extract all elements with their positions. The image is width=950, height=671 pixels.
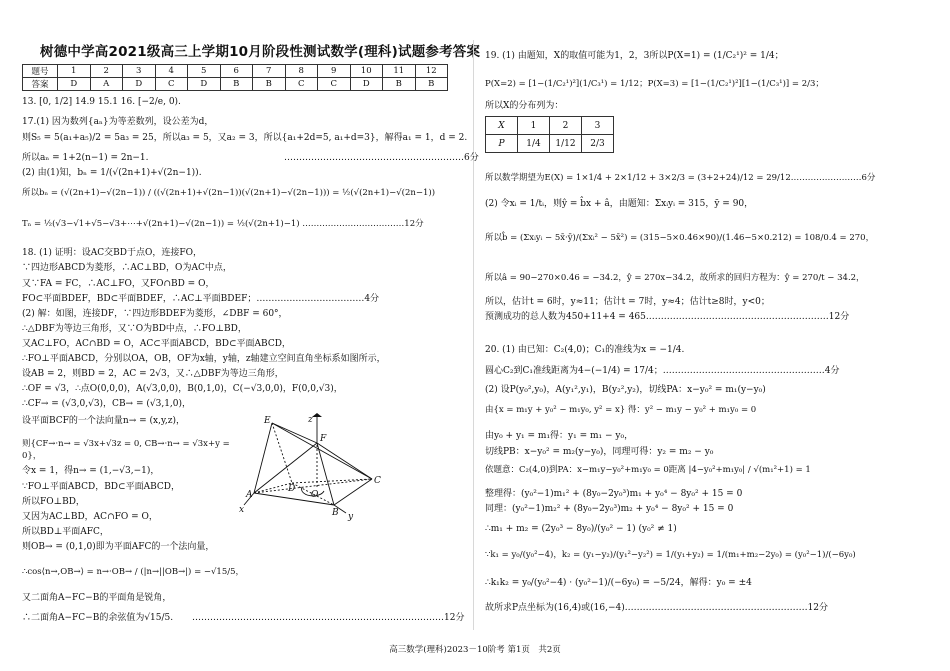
answer-key-answer: B — [383, 78, 416, 91]
answer-key-answer: D — [58, 78, 91, 91]
ed-segment — [272, 423, 292, 483]
solution-line: 所以bₙ = (√(2n+1)−√(2n−1)) / ((√(2n+1)+√(2n−1))(√(2n+1)−√(2n−1))) = ½(√(2n+1)−√(2n−1)) — [22, 188, 436, 198]
distribution-x-value: 1 — [518, 117, 550, 135]
solution-line: ∵四边形ABCD为菱形，∴AC⊥BD，O为AC中点， — [22, 263, 232, 273]
solution-line: (2) 令xᵢ = 1/tᵢ，则ŷ = b̂x + â，由题知：Σxᵢyᵢ = 315，ȳ = 90， — [485, 199, 754, 209]
answer-key-number: 3 — [123, 65, 156, 78]
solution-line: 又二面角A−FC−B的平面角是锐角， — [22, 593, 172, 603]
solution-line: 则{CF→·n→ = √3x+√3z = 0, CB→·n→ = √3x+y = 0}， — [22, 439, 230, 461]
ea-segment — [254, 423, 272, 493]
solution-line: ∵FO⊥平面ABCD，BD⊂平面ABCD， — [22, 482, 180, 492]
answer-key-answer: B — [220, 78, 253, 91]
solution-line: ∵k₁ = y₀/(y₀²−4)，k₂ = (y₁−y₂)/(y₁²−y₂²) = 1/(y₁+y₂) = 1/(m₁+m₂−2y₀) = (y₀²−1)/(−6y₀) — [485, 550, 856, 560]
solution-line: 切线PB：x−y₀² = m₂(y−y₀)，同理可得：y₂ = m₂ − y₀ — [485, 447, 714, 457]
label-f: F — [320, 434, 327, 444]
column-divider — [473, 40, 474, 630]
solution-line: ∴二面角A−FC−B的余弦值为√15/5. — [22, 613, 174, 623]
z-axis-arrow — [312, 413, 322, 417]
distribution-p-value: 1/4 — [518, 135, 550, 153]
solution-line: 所以b̂ = (Σxᵢyᵢ − 5x̄·ȳ)/(Σxᵢ² − 5x̄²) = (315−5×0.46×90)/(1.46−5×0.212) = 108/0.4 = 270， — [485, 233, 875, 243]
answer-key-number: 7 — [253, 65, 286, 78]
answer-key-answer: B — [253, 78, 286, 91]
solution-line: 19. (1) 由题知，X的取值可能为1，2，3所以P(X=1) = (1/C₂¹)² = 1/4； — [485, 51, 784, 61]
solution-line: ∴m₁ + m₂ = (2y₀³ − 8y₀)/(y₀² − 1) (y₀² ≠ 1) — [485, 524, 677, 534]
answer-key-table — [22, 64, 448, 91]
solution-line: ∴△DBF为等边三角形，又∵O为BD中点，∴FO⊥BD， — [22, 324, 247, 334]
answer-key-answer-row — [23, 78, 448, 91]
solution-line: 设AB = 2，则BD = 2，AC = 2√3，又∴△DBF为等边三角形， — [22, 369, 284, 379]
answer-key-answer: C — [155, 78, 188, 91]
solution-line: ∴OF = √3，∴点O(0,0,0)，A(√3,0,0)，B(0,1,0)，C(−√3,0,0)，F(0,0,√3)， — [22, 384, 343, 394]
solution-line: 圆心C₂到C₁准线距离为4−(−1/4) = 17/4；………………………………………………4分 — [485, 366, 840, 376]
answer-key-number-row — [23, 65, 448, 78]
solution-line: 又AC⊥FO，AC∩BD = O，AC⊂平面ABCD，BD⊂平面ABCD， — [22, 339, 291, 349]
label-z: z — [308, 415, 313, 425]
answer-key-number: 4 — [155, 65, 188, 78]
page-footer: 高三数学(理科)2023－10阶考 第1页 共2页 — [389, 645, 561, 655]
solution-line: 由y₀ + y₁ = m₁得：y₁ = m₁ − y₀， — [485, 431, 634, 441]
page-title: 树德中学高2021级高三上学期10月阶段性测试数学(理科)试题参考答案 — [40, 44, 481, 60]
answer-key-answer: D — [188, 78, 221, 91]
fa-segment — [254, 443, 317, 493]
answer-key-answer: A — [90, 78, 123, 91]
solution-line: P(X=2) = [1−(1/C₂¹)²](1/C₃¹) = 1/12；P(X=3) = [1−(1/C₂¹)²][1−(1/C₃¹)] = 2/3； — [485, 79, 824, 89]
label-y: y — [348, 512, 354, 522]
solution-line: 则S₅ = 5(a₁+a₅)/2 = 5a₃ = 25，所以a₃ = 5，又a₂ = 3，所以{a₁+2d=5, a₁+d=3}，解得a₁ = 1，d = 2. — [22, 133, 468, 143]
solution-line: 整理得：(y₀²−1)m₁² + (8y₀−2y₀³)m₁ + y₀⁴ − 8y₀² + 15 = 0 — [485, 489, 743, 499]
solution-line: 所以aₙ = 1+2(n−1) = 2n−1. — [22, 153, 149, 163]
geometry-figure — [232, 413, 382, 523]
solution-line: 17.(1) 因为数列{aₙ}为等差数列，设公差为d， — [22, 117, 214, 127]
solution-line: FO⊂平面BDEF，BD⊂平面BDEF，∴AC⊥平面BDEF；………………………………4分 — [22, 294, 380, 304]
solution-line: 又∵FA = FC，∴AC⊥FO，又FO∩BD = O， — [22, 279, 215, 289]
answer-key-number: 11 — [383, 65, 416, 78]
solution-line: 所以数学期望为E(X) = 1×1/4 + 2×1/12 + 3×2/3 = (3+2+24)/12 = 29/12.……………………6分 — [485, 173, 876, 183]
solution-line: 所以BD⊥平面AFC， — [22, 527, 109, 537]
answer-key-number: 9 — [318, 65, 351, 78]
distribution-p-value: 2/3 — [582, 135, 614, 153]
label-d: D — [288, 484, 296, 494]
solution-line: ∴FO⊥平面ABCD，分别以OA，OB，OF为x轴，y轴，z轴建立空间直角坐标系如图所示， — [22, 354, 386, 364]
label-c: C — [374, 476, 381, 486]
solution-line: 所以X的分布列为： — [485, 101, 564, 111]
solution-line: ∴CF→ = (√3,0,√3)，CB→ = (√3,1,0)， — [22, 399, 192, 409]
solution-line: 18. (1) 证明：设AC交BD于点O，连接FO， — [22, 248, 203, 258]
distribution-table — [485, 116, 614, 153]
solution-line: 则OB→ = (0,1,0)即为平面AFC的一个法向量， — [22, 542, 215, 552]
solution-line: 又因为AC⊥BD，AC∩FO = O， — [22, 512, 158, 522]
bc-segment — [334, 479, 372, 505]
score-marker: …………………………………………………………………………12分 — [192, 613, 465, 623]
answer-key-number: 12 — [415, 65, 448, 78]
distribution-p-row — [486, 135, 614, 153]
distribution-x-value: 3 — [582, 117, 614, 135]
answer-key-number: 6 — [220, 65, 253, 78]
distribution-x-label: X — [486, 117, 518, 135]
label-a: A — [246, 490, 253, 500]
solution-line: 依题意：C₂(4,0)到PA：x−m₁y−y₀²+m₁y₀ = 0距离 |4−y₀²+m₁y₀| / √(m₁²+1) = 1 — [485, 465, 811, 475]
distribution-p-value: 1/12 — [550, 135, 582, 153]
fill-in-answers: 13. [0, 1/2] 14.9 15.1 16. [−2/e, 0). — [22, 97, 181, 107]
answer-key-header: 题号 — [23, 65, 58, 78]
answer-key-number: 8 — [285, 65, 318, 78]
solution-line: 所以â = 90−270×0.46 = −34.2，ŷ = 270x−34.2，故所求的回归方程为：ŷ = 270/t − 34.2， — [485, 273, 865, 283]
solution-line: ∴k₁k₂ = y₀/(y₀²−4) · (y₀²−1)/(−6y₀) = −5/24，解得：y₀ = ±4 — [485, 578, 752, 588]
solution-line: 预测成功的总人数为450+11+4 = 465.……………………………………………………12分 — [485, 312, 850, 322]
solution-line: (2) 设P(y₀²,y₀)，A(y₁²,y₁)，B(y₂²,y₂)，切线PA：x−y₀² = m₁(y−y₀) — [485, 385, 766, 395]
answer-key-number: 1 — [58, 65, 91, 78]
distribution-p-label: P — [486, 135, 518, 153]
distribution-x-value: 2 — [550, 117, 582, 135]
solution-line: 故所求P点坐标为(16,4)或(16,−4).……………………………………………………12分 — [485, 603, 829, 613]
solution-line: 设平面BCF的一个法向量n→ = (x,y,z)， — [22, 416, 185, 426]
answer-key-header: 答案 — [23, 78, 58, 91]
answer-key-answer: B — [415, 78, 448, 91]
solution-line: 令x = 1，得n→ = (1,−√3,−1)， — [22, 466, 160, 476]
solution-line: 同理：(y₀²−1)m₂² + (8y₀−2y₀³)m₂ + y₀⁴ − 8y₀² + 15 = 0 — [485, 504, 734, 514]
solution-line: 由{x = m₁y + y₀² − m₁y₀, y² = x} 得：y² − m₁y − y₀² + m₁y₀ = 0 — [485, 405, 757, 415]
solution-line: Tₙ = ½(√3−√1+√5−√3+⋯+√(2n+1)−√(2n−1)) = ½(√(2n+1)−1) ………………………………12分 — [22, 219, 424, 229]
ef-segment — [272, 423, 317, 443]
answer-key-answer: D — [123, 78, 156, 91]
answer-key-answer: C — [285, 78, 318, 91]
solution-line: 所以，估计t = 6时，y≈11；估计t = 7时，y≈4；估计t≥8时，y<0； — [485, 297, 770, 307]
label-o: O — [311, 490, 319, 500]
solution-line: ∴cos⟨n→,OB→⟩ = n→·OB→ / (|n→||OB→|) = −√15/5， — [22, 567, 245, 577]
solution-line: (2) 解：如图，连接DF，∵四边形BDEF为菱形，∠DBF = 60°， — [22, 309, 288, 319]
answer-key-number: 2 — [90, 65, 123, 78]
label-e: E — [264, 416, 271, 426]
distribution-x-row — [486, 117, 614, 135]
answer-key-answer: C — [318, 78, 351, 91]
answer-key-number: 10 — [350, 65, 383, 78]
solution-line: 所以FO⊥BD， — [22, 497, 85, 507]
label-x: x — [239, 505, 245, 515]
label-b: B — [332, 508, 339, 518]
solution-line: (2) 由(1)知，bₙ = 1/(√(2n+1)+√(2n−1)). — [22, 168, 202, 178]
answer-key-number: 5 — [188, 65, 221, 78]
score-marker: ……………………………………………………6分 — [284, 153, 479, 163]
answer-key-answer: D — [350, 78, 383, 91]
ec-segment — [272, 423, 372, 479]
dc-segment — [292, 479, 372, 483]
solution-line: 20. (1) 由已知：C₂(4,0)；C₁的准线为x = −1/4. — [485, 345, 685, 355]
